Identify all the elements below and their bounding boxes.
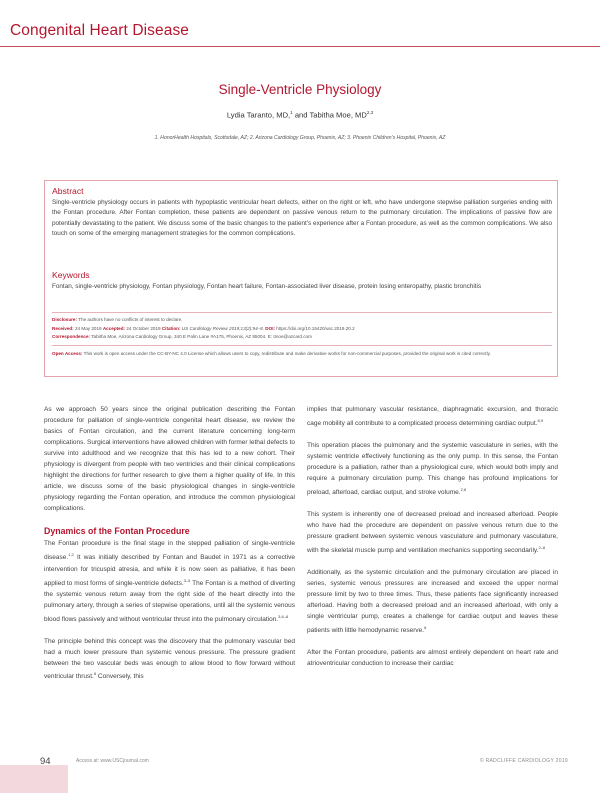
page-number: 94 [40, 756, 51, 767]
body-paragraph: implies that pulmonary vascular resistance, diaphragmatic excursion, and thoracic cage mobility all contribute to a complicated process determining cardiac output.$^{8,9}$ [307, 406, 558, 428]
author-line [0, 110, 600, 120]
abstract-box [44, 180, 558, 377]
author-affiliation-mark: 2,3 [366, 110, 374, 115]
journal-section-title: Congenital Heart Disease [10, 22, 190, 39]
section-heading: Dynamics of the Fontan Procedure [44, 525, 190, 536]
body-paragraph: The principle behind this concept was the discovery that the pulmonary vascular bed had a much lower pressure than systemic venous pressure. The pressure gradient between the two vascular beds was enough to allow blood to flow forward without ventricular thrust.$^8$ Conversely, this [44, 637, 295, 681]
body-column-left [44, 405, 295, 695]
body-paragraph: The Fontan procedure is the final stage in the stepped palliation of single-ventricle disease.$^{1,2}$ It was initially described by Fontan and Baudet in 1971 as a corrective intervention for tricuspid atresia, and while it is now seen as palliative, it has been applied to most forms of single-ventricle defects.$^{3-5}$ The Fontan is a method of diverting the systemic venous return away from the right side of the heart directly into the pulmonary artery, through a series of stepwise operations, until all the systemic venous blood flows passively and without ventricular thrust into the pulmonary circulation.$^{3,6-8}$ [44, 540, 295, 623]
author-name: Lydia Taranto, MD, [226, 110, 291, 120]
dates-citation-line: Received: 24 May 2019 Accepted: 24 October 2019 Citation: US Cardiology Review 2019;13(2):94–8. DOI: https://doi.org/10.15420/usc.2019.20.2 [52, 325, 355, 331]
doi-link[interactable]: https://doi.org/10.15420/usc.2019.20.2 [276, 325, 355, 331]
article-metadata [52, 316, 552, 342]
keywords-heading: Keywords [52, 270, 90, 280]
body-paragraph: After the Fontan procedure, patients are almost entirely dependent on heart rate and atrioventricular conduction to increase their cardiac [307, 648, 558, 667]
body-paragraph: Additionally, as the systemic circulation and the pulmonary circulation are placed in series, systemic venous pressures are increased and exceed the upper normal pressure limit by two to three times. Thus, these patients face significantly increased afterload. Having both a decreased preload and an increased afterload, with only a single ventricular pump, creates a challenge for cardiac output and leaves these patients with little hemodynamic reserve.$^8$ [307, 568, 558, 634]
author-affiliation-mark: 1 [290, 110, 293, 115]
abstract-divider [52, 345, 552, 346]
author-name: and Tabitha Moe, MD [294, 110, 367, 120]
abstract-text: Single-ventricle physiology occurs in patients with hypoplastic ventricular heart defects, either on the right or left, who have undergone stepwise palliation surgeries ending with the Fontan procedure. After Fontan completion, these patients are dependent on passive venous return to the pulmonary circulation. The implications of passive flow are potentially devastating to the patient. We discuss some of the basic changes to the patient's experience after a Fontan procedure, as well as the common complications. We also touch on some of the emerging management strategies for the common complications. [52, 199, 552, 238]
header-divider [0, 46, 600, 47]
correspondence-line: Correspondence: Tabitha Moe, Arizona Cardiology Group, 340 E Palm Lane #A175, Phoenix, AZ 85004. E: tmoe@azcard.com [52, 334, 312, 339]
disclosure-line: Disclosure: The authors have no conflicts of interest to declare. [52, 317, 183, 322]
journal-access-link[interactable]: Access at: www.USCjournal.com [76, 758, 149, 764]
keywords-text: Fontan, single-ventricle physiology, Fontan physiology, Fontan heart failure, Fontan-associated liver disease, protein losing enteropathy, plastic bronchitis [52, 283, 482, 290]
affiliations: 1. HonorHealth Hospitals, Scottsdale, AZ; 2. Arizona Cardiology Group, Phoenix, AZ; 3. Phoenix Children's Hospital, Phoenix, AZ [154, 135, 446, 141]
body-paragraph: As we approach 50 years since the original publication describing the Fontan procedure for palliation of single-ventricle congenital heart disease, we review the basics of Fontan circulation, and the current literature concerning long-term complications. Surgical interventions have allowed children with former lethal defects to survive into adulthood and we recognize that this has led to a new cohort. Their physiology is divergent from people with two ventricles and their clinical complications highlight the directions for further research to give them a higher quality of life. In this article, we discuss some of the basic physiological changes in single-ventricle physiology regarding the Fontan operation, and introduce the common physiological complications. [44, 406, 295, 512]
open-access-note: Open Access: This work is open access under the CC-BY-NC 4.0 License which allows users to copy, redistribute and make derivative works for non-commercial purposes, provided the original work is cited correctly. [52, 351, 491, 356]
body-paragraph: This system is inherently one of decreased preload and increased afterload. People who have had the procedure are dependent on passive venous return due to the pressure gradient between systemic venous vasculature and pulmonary vasculature, with the skeletal muscle pump and ventilation mechanics supporting secondarily.$^{2-8}$ [307, 510, 558, 554]
article-title: Single-Ventricle Physiology [218, 82, 382, 97]
copyright-notice: © RADCLIFFE CARDIOLOGY 2019 [479, 758, 568, 764]
body-paragraph: This operation places the pulmonary and the systemic vasculature in series, with the systemic ventricle effectively functioning as the only pump. In this sense, the Fontan procedure is a palliation, rather than a physiological cure, which would both imply and require a pulmonary circulation pump. This change has profound implications for preload, afterload, cardiac output, and stroke volume.$^{2,8}$ [307, 442, 558, 497]
body-column-right [307, 405, 558, 681]
abstract-heading: Abstract [52, 186, 84, 196]
abstract-divider [52, 312, 552, 313]
page-number-tab [0, 756, 68, 793]
